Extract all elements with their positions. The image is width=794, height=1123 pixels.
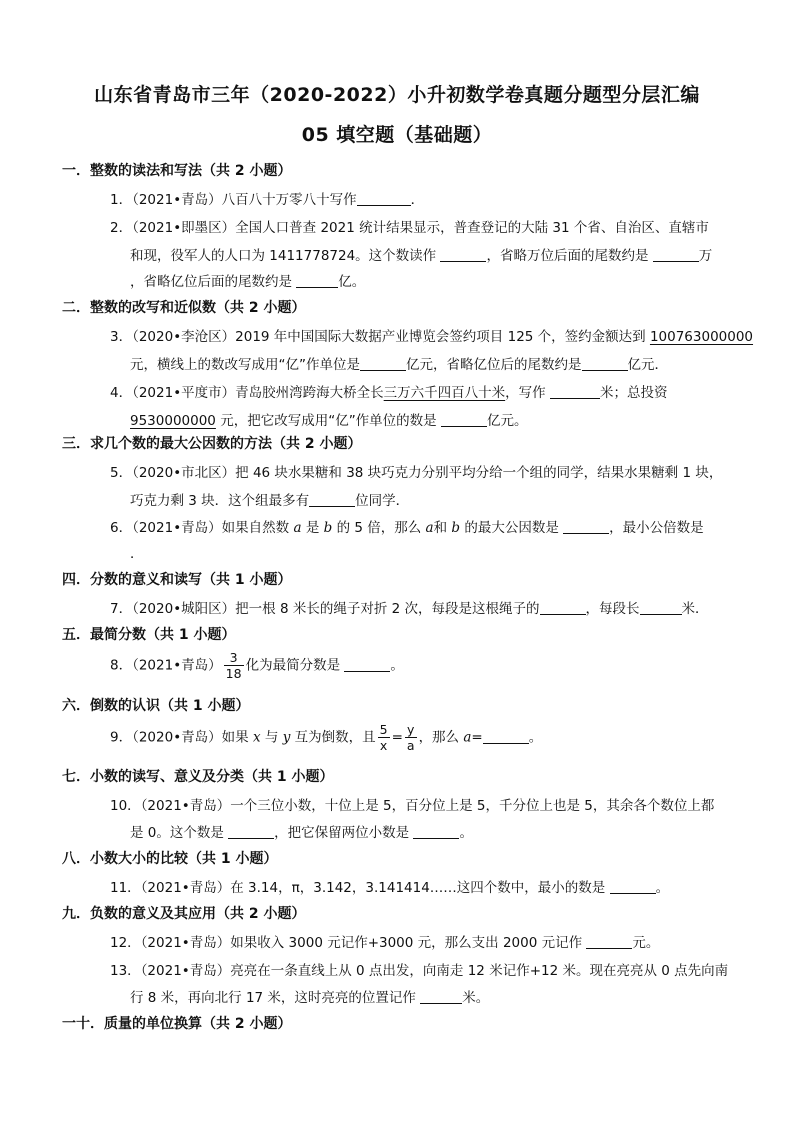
question-5-line-2: 巧克力剩 3 块．这个组最多有 位同学． [130,493,410,509]
section-heading-4: 四．分数的意义和读写（共 1 小题） [62,572,292,588]
question-5: 5．（2020•市北区）把 46 块水果糖和 38 块巧克力分别平均分给一个组的同学，结果水果糖剩 1 块， [110,465,723,481]
question-6: 6．（2021•青岛）如果自然数 a 是 b 的 5 倍，那么 a和 b 的最大公因数是 ，最小公倍数是 [110,520,704,536]
question-13: 13．（2021•青岛）亮亮在一条直线上从 0 点出发，向南走 12 米记作+12 米。现在亮亮从 0 点先向南 [110,963,729,979]
question-number: 5． [110,465,133,481]
answer-blank [413,824,459,839]
fraction: $\frac{5}{x}$ [379,722,388,753]
question-10: 10．（2021•青岛）一个三位小数，十位上是 5，百分位上是 5，千分位上也是 5，其余各个数位上都 [110,798,715,814]
question-number: 2． [110,220,133,236]
section-heading-9: 九．负数的意义及其应用（共 2 小题） [62,906,306,922]
question-number: 3． [110,329,133,345]
section-heading-2: 二．整数的改写和近似数（共 2 小题） [62,300,306,316]
question-10-line-2: 是 0。这个数是 ，把它保留两位小数是 。 [130,825,473,841]
question-number: 13． [110,963,141,979]
answer-blank [640,600,682,615]
section-heading-8: 八．小数大小的比较（共 1 小题） [62,851,278,867]
answer-blank [653,247,699,262]
answer-blank [344,657,390,672]
section-heading-1: 一．整数的读法和写法（共 2 小题） [62,163,292,179]
question-number: 9． [110,729,133,746]
answer-blank [440,247,486,262]
answer-blank [540,600,586,615]
question-2: 2．（2021•即墨区）全国人口普查 2021 统计结果显示，普查登记的大陆 31 个省、自治区、直辖市 [110,220,709,236]
section-heading-10: 一十．质量的单位换算（共 2 小题） [62,1016,292,1032]
answer-blank [360,356,406,371]
question-13-line-2: 行 8 米，再向北行 17 米，这时亮亮的位置记作 米。 [130,990,490,1006]
question-6-line-2: ． [130,546,144,562]
question-number: 11． [110,880,141,896]
section-heading-6: 六．倒数的认识（共 1 小题） [62,698,250,714]
question-11: 11．（2021•青岛）在 3.14，π，3.142，3.141414……这四个数中，最小的数是 。 [110,880,670,896]
question-number: 10． [110,798,141,814]
answer-blank [586,934,632,949]
page-title: 山东省青岛市三年（2020-2022）小升初数学卷真题分题型分层汇编 [94,84,700,106]
question-number: 4． [110,385,133,401]
question-9: 9．（2020•青岛）如果 x 与 y 互为倒数，且 $\frac{5}{x}$ = $\frac{y}{a}$ ，那么 a= 。 [110,722,543,753]
section-heading-3: 三．求几个数的最大公因数的方法（共 2 小题） [62,436,362,452]
page-subtitle: 05 填空题（基础题） [301,124,493,146]
question-number: 12． [110,935,141,951]
question-number: 7． [110,601,133,617]
answer-blank [309,492,355,507]
question-number: 6． [110,520,133,536]
fraction: $\frac{y}{a}$ [406,722,415,753]
answer-blank [610,879,656,894]
question-4: 4．（2021•平度市）青岛胶州湾跨海大桥全长三万六千四百八十米，写作 米；总投资 [110,385,668,401]
question-3-line-2: 元，横线上的数改写成用“亿”作单位是 亿元，省略亿位后的尾数约是 亿元． [130,357,668,373]
question-8: 8．（2021•青岛） $\frac{3}{18}$ 化为最简分数是 。 [110,650,404,681]
question-3: 3．（2020•李沧区）2019 年中国国际大数据产业博览会签约项目 125 个，签约金额达到 100763000000 [110,329,754,345]
question-7: 7．（2020•城阳区）把一根 8 米长的绳子对折 2 次，每段是这根绳子的 ，每段长 米． [110,601,709,617]
question-2-line-2: 和现，役军人的人口为 1411778724。这个数读作 ，省略万位后面的尾数约是 万 [130,248,713,264]
answer-blank [563,519,609,534]
answer-blank [420,989,462,1004]
question-number: 8． [110,657,133,674]
question-2-line-3: ，省略亿位后面的尾数约是 亿。 [130,274,366,290]
answer-blank [357,191,411,206]
answer-blank [296,273,338,288]
question-1: 1．（2021•青岛）八百八十万零八十写作 ． [110,192,425,208]
answer-blank [582,356,628,371]
question-4-line-2: 9530000000 元，把它改写成用“亿”作单位的数是 亿元。 [130,413,528,429]
answer-blank [228,824,274,839]
answer-blank [550,384,600,399]
answer-blank [483,729,529,744]
question-12: 12．（2021•青岛）如果收入 3000 元记作+3000 元，那么支出 2000 元记作 元。 [110,935,660,951]
fraction: $\frac{3}{18}$ [225,650,242,681]
section-heading-5: 五．最简分数（共 1 小题） [62,627,236,643]
question-number: 1． [110,192,133,208]
answer-blank [441,412,487,427]
section-heading-7: 七．小数的读写、意义及分类（共 1 小题） [62,769,334,785]
